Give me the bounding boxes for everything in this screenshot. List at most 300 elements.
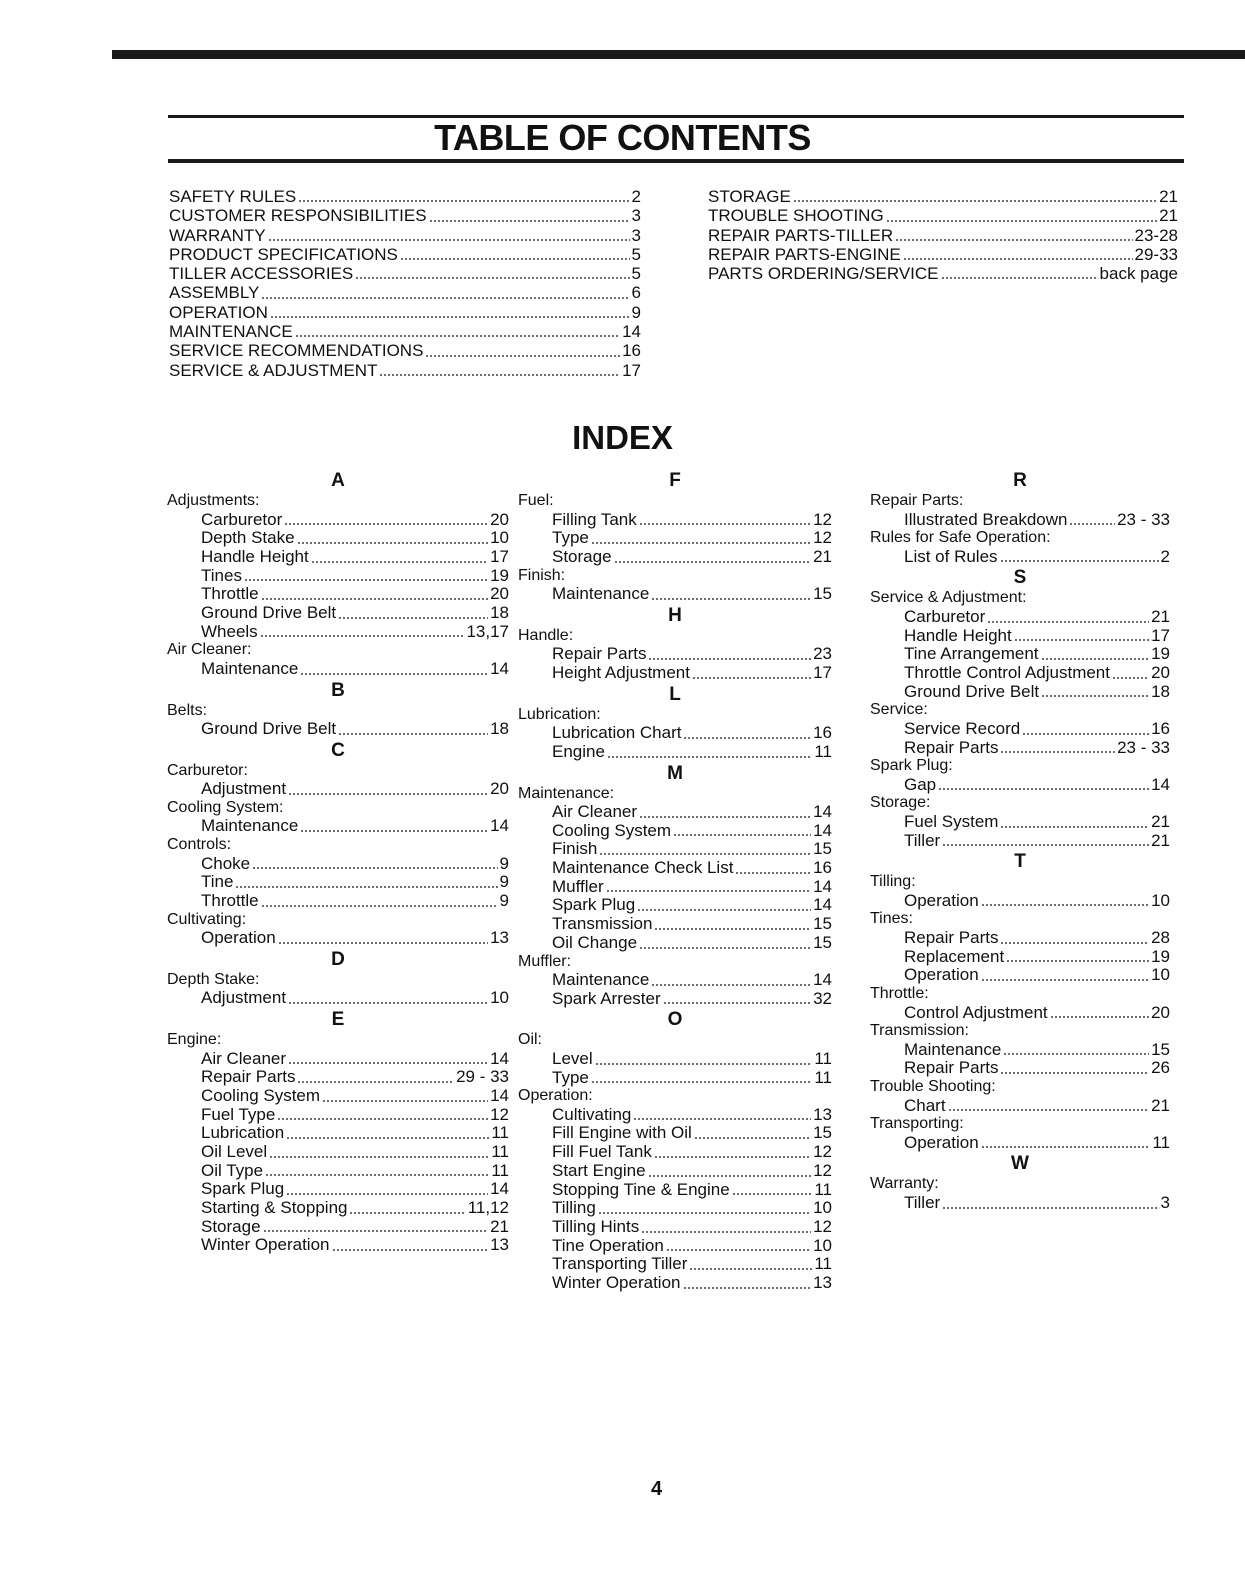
dot-leader xyxy=(1022,733,1149,735)
index-entry xyxy=(167,623,509,642)
index-entry-page: 14 xyxy=(813,802,832,821)
index-entry xyxy=(518,585,832,604)
index-entry xyxy=(518,878,832,897)
index-entry xyxy=(870,1194,1170,1213)
index-entry xyxy=(518,971,832,990)
index-entry-label: Illustrated Breakdown xyxy=(904,509,1068,529)
index-entry-label: Ground Drive Belt xyxy=(904,681,1040,701)
toc-entry xyxy=(169,245,641,264)
index-entry xyxy=(167,1124,509,1143)
dot-leader xyxy=(261,297,629,299)
index-entry-label: Gap xyxy=(904,774,937,794)
index-column-3 xyxy=(870,469,1170,1213)
index-category: Service & Adjustment: xyxy=(870,589,1027,607)
dot-leader xyxy=(614,561,812,563)
index-entry-label: Lubrication Chart xyxy=(552,723,682,743)
index-entry-label: Replacement xyxy=(904,946,1005,966)
index-entry xyxy=(167,1068,509,1087)
dot-leader xyxy=(288,1062,488,1064)
index-entry xyxy=(870,948,1170,967)
dot-leader xyxy=(1069,523,1115,525)
index-entry-label: Repair Parts xyxy=(904,927,999,947)
dot-leader xyxy=(284,523,488,525)
index-entry-label: Maintenance xyxy=(201,658,299,678)
index-category: Depth Stake: xyxy=(167,970,260,988)
toc-entry-label: SERVICE RECOMMENDATIONS xyxy=(169,341,424,361)
index-entry-label: Muffler xyxy=(552,876,604,896)
index-category: Controls: xyxy=(167,836,232,854)
dot-leader xyxy=(263,1230,489,1232)
index-entry xyxy=(518,1069,832,1088)
index-entry-page: 14 xyxy=(813,876,832,896)
index-entry-page: 14 xyxy=(813,970,832,989)
toc-entry xyxy=(169,322,641,341)
index-entry-page: 23 xyxy=(813,644,832,664)
dot-leader xyxy=(987,621,1149,623)
index-entry-label: Carburetor xyxy=(201,509,283,529)
index-entry xyxy=(518,1162,832,1181)
dot-leader xyxy=(349,1212,465,1214)
index-entry-page: 11 xyxy=(814,1179,832,1199)
index-entry-page: 13,17 xyxy=(466,621,509,641)
index-category: Repair Parts: xyxy=(870,492,964,509)
dot-leader xyxy=(1000,826,1149,828)
index-entry-page: 14 xyxy=(813,820,832,840)
index-letter-heading: B xyxy=(331,679,345,701)
dot-leader xyxy=(298,200,629,202)
index-entry-page: 13 xyxy=(813,1272,832,1292)
index-entry-label: Air Cleaner xyxy=(552,802,638,821)
index-entry xyxy=(167,585,509,604)
index-entry-label: Maintenance Check List xyxy=(552,858,734,878)
index-entry-page: 32 xyxy=(813,988,832,1008)
index-letter-heading: W xyxy=(1011,1153,1029,1175)
index-entry-label: Tiller xyxy=(904,830,941,850)
dot-leader xyxy=(261,905,498,907)
index-entry-page: 17 xyxy=(813,662,832,682)
index-category: Spark Plug: xyxy=(870,757,953,775)
dot-leader xyxy=(311,561,488,563)
index-entry-page: 20 xyxy=(490,509,509,529)
index-category: Storage: xyxy=(870,794,931,812)
dot-leader xyxy=(400,258,630,260)
index-letter-heading: R xyxy=(1013,470,1027,491)
toc-entry xyxy=(169,206,641,225)
index-entry-label: Cultivating xyxy=(552,1104,632,1124)
dot-leader xyxy=(1006,960,1149,962)
index-entry xyxy=(870,1097,1170,1116)
dot-leader xyxy=(297,1081,454,1083)
dot-leader xyxy=(591,1081,812,1083)
index-entry-page: 28 xyxy=(1151,927,1170,947)
index-entry xyxy=(518,743,832,762)
dot-leader xyxy=(1050,1016,1149,1018)
index-entry-label: Handle Height xyxy=(201,546,309,566)
index-entry-page: 13 xyxy=(813,1104,832,1124)
index-entry-label: List of Rules xyxy=(904,546,998,566)
index-entry xyxy=(167,892,509,911)
index-entry-page: 10 xyxy=(813,1235,832,1255)
index-entry xyxy=(870,1059,1170,1078)
dot-leader xyxy=(1014,639,1149,641)
index-entry-page: 15 xyxy=(813,932,832,952)
index-entry-page: 20 xyxy=(1151,662,1170,682)
index-entry-label: Engine xyxy=(552,741,605,761)
dot-leader xyxy=(793,200,1157,202)
dot-leader xyxy=(288,793,488,795)
dot-leader xyxy=(322,1100,488,1102)
toc-entry-label: TILLER ACCESSORIES xyxy=(169,264,354,284)
index-category: Lubrication: xyxy=(518,705,601,723)
index-entry xyxy=(518,1124,832,1143)
toc-entry xyxy=(708,245,1178,264)
index-entry-label: Start Engine xyxy=(552,1160,646,1180)
index-entry-label: Tilling Hints xyxy=(552,1216,640,1236)
index-entry xyxy=(518,548,832,567)
dot-leader xyxy=(1000,751,1115,753)
index-category: Engine: xyxy=(167,1031,222,1048)
index-entry xyxy=(167,720,509,739)
index-letter-heading: E xyxy=(331,1009,345,1030)
index-entry-page: 15 xyxy=(1151,1039,1170,1059)
index-entry-label: Choke xyxy=(201,853,251,873)
dot-leader xyxy=(338,733,488,735)
index-entry-page: 9 xyxy=(499,853,509,873)
index-entry-label: Tine Operation xyxy=(552,1235,664,1255)
index-entry-page: 23 - 33 xyxy=(1117,737,1170,757)
dot-leader xyxy=(268,239,630,241)
index-entry-page: 23 - 33 xyxy=(1117,509,1170,529)
dot-leader xyxy=(278,942,488,944)
index-category: Warranty: xyxy=(870,1175,939,1193)
dot-leader xyxy=(332,1249,489,1251)
index-category: Throttle: xyxy=(870,985,929,1002)
index-entry-page: 21 xyxy=(1151,811,1170,831)
toc-entry-label: REPAIR PARTS-TILLER xyxy=(708,225,894,245)
dot-leader xyxy=(683,1287,812,1289)
index-entry-page: 20 xyxy=(490,584,509,604)
index-entry-page: 18 xyxy=(490,602,509,622)
index-entry-page: 11 xyxy=(491,1141,509,1161)
index-entry xyxy=(167,780,509,799)
toc-entry-page: 5 xyxy=(631,264,641,284)
index-entry xyxy=(870,739,1170,758)
toc-entry xyxy=(169,187,641,206)
index-letter-heading: F xyxy=(669,470,681,491)
index-entry-label: Oil Type xyxy=(201,1160,264,1180)
index-entry-label: Repair Parts xyxy=(552,644,647,664)
index-entry-page: 15 xyxy=(813,839,832,859)
index-entry-page: 14 xyxy=(490,658,509,678)
index-entry-label: Repair Parts xyxy=(904,737,999,757)
toc-entry-page: 21 xyxy=(1159,187,1178,206)
toc-entry-page: 3 xyxy=(631,206,641,226)
index-entry-label: Finish xyxy=(552,839,598,859)
index-category: Handle: xyxy=(518,626,574,644)
index-entry xyxy=(518,724,832,743)
index-category: Operation: xyxy=(518,1087,593,1105)
index-entry xyxy=(167,567,509,586)
index-entry-page: 11 xyxy=(814,1067,832,1087)
index-entry xyxy=(870,627,1170,646)
index-category: Tines: xyxy=(870,910,913,928)
index-entry-page: 26 xyxy=(1151,1058,1170,1078)
index-category: Transporting: xyxy=(870,1115,964,1133)
index-entry-label: Fill Engine with Oil xyxy=(552,1123,692,1143)
index-entry-page: 14 xyxy=(490,1048,509,1068)
dot-leader xyxy=(269,1156,489,1158)
dot-leader xyxy=(265,1174,489,1176)
index-entry-label: Operation xyxy=(201,928,276,948)
dot-leader xyxy=(297,542,489,544)
dot-leader xyxy=(1041,658,1150,660)
index-letter-heading: S xyxy=(1013,567,1027,589)
index-entry-label: Maintenance xyxy=(904,1039,1002,1059)
index-letter-heading: L xyxy=(669,683,681,705)
index-entry-label: Cooling System xyxy=(552,820,672,840)
index-entry-page: 15 xyxy=(813,1123,832,1143)
toc-entry xyxy=(708,226,1178,245)
dot-leader xyxy=(941,277,1098,279)
index-entry-page: 3 xyxy=(1160,1192,1170,1212)
index-category: Carburetor: xyxy=(167,761,248,779)
index-entry-label: Maintenance xyxy=(552,584,650,604)
toc-entry-page: back page xyxy=(1099,264,1178,284)
dot-leader xyxy=(948,1109,1150,1111)
index-entry-page: 10 xyxy=(490,988,509,1008)
dot-leader xyxy=(942,1207,1158,1209)
toc-entry-page: 29-33 xyxy=(1134,244,1178,264)
index-entry-label: Throttle xyxy=(201,584,259,604)
index-entry xyxy=(518,1199,832,1218)
index-entry-label: Starting & Stopping xyxy=(201,1198,348,1217)
index-entry-label: Tiller xyxy=(904,1192,941,1212)
index-entry-label: Fuel Type xyxy=(201,1104,276,1124)
index-entry xyxy=(167,548,509,567)
toc-entry-page: 2 xyxy=(631,187,641,206)
index-entry-page: 11,12 xyxy=(467,1198,509,1217)
dot-leader xyxy=(1000,942,1149,944)
index-entry-label: Level xyxy=(552,1048,593,1068)
index-entry xyxy=(870,832,1170,851)
index-entry-page: 18 xyxy=(1151,681,1170,701)
index-entry xyxy=(518,511,832,530)
index-entry-label: Height Adjustment xyxy=(552,662,690,682)
toc-entry-label: WARRANTY xyxy=(169,225,266,245)
index-entry-label: Adjustment xyxy=(201,779,287,799)
index-entry-label: Service Record xyxy=(904,718,1021,738)
index-entry-label: Wheels xyxy=(201,621,258,641)
dot-leader xyxy=(637,909,811,911)
index-entry-page: 12 xyxy=(813,1216,832,1236)
index-entry-page: 12 xyxy=(813,1160,832,1180)
dot-leader xyxy=(595,1063,813,1065)
index-entry-page: 19 xyxy=(1151,644,1170,664)
index-entry-page: 12 xyxy=(813,1142,832,1162)
dot-leader xyxy=(895,239,1132,241)
dot-leader xyxy=(270,316,630,318)
index-entry xyxy=(518,915,832,934)
toc-entry-label: REPAIR PARTS-ENGINE xyxy=(708,244,901,264)
index-entry xyxy=(167,873,509,892)
toc-entry-label: SERVICE & ADJUSTMENT xyxy=(169,360,378,380)
dot-leader xyxy=(1003,1053,1149,1055)
index-entry xyxy=(518,1218,832,1237)
index-entry-label: Operation xyxy=(904,965,979,985)
dot-leader xyxy=(338,617,488,619)
index-entry-page: 19 xyxy=(490,565,509,585)
index-entry xyxy=(870,776,1170,795)
index-entry-label: Depth Stake xyxy=(201,528,295,548)
toc-entry-label: PRODUCT SPECIFICATIONS xyxy=(169,244,398,264)
index-category: Finish: xyxy=(518,566,566,584)
index-entry-page: 10 xyxy=(490,528,509,548)
index-title: INDEX xyxy=(572,419,673,456)
dot-leader xyxy=(252,867,497,869)
index-entry xyxy=(167,604,509,623)
index-entry-page: 10 xyxy=(813,1198,832,1218)
index-entry xyxy=(167,1236,509,1255)
index-entry-label: Filling Tank xyxy=(552,509,637,529)
dot-leader xyxy=(633,1118,811,1120)
index-entry-page: 14 xyxy=(490,1085,509,1105)
dot-leader xyxy=(981,904,1149,906)
index-entry xyxy=(518,1143,832,1162)
index-entry-page: 21 xyxy=(1151,1095,1170,1115)
toc-entry-label: TROUBLE SHOOTING xyxy=(708,206,884,226)
dot-leader xyxy=(286,1137,489,1139)
toc-entry-page: 14 xyxy=(622,322,641,342)
index-entry-page: 13 xyxy=(490,1235,509,1255)
index-entry-page: 9 xyxy=(499,872,509,892)
dot-leader xyxy=(300,673,488,675)
dot-leader xyxy=(607,756,812,758)
toc-entry-page: 3 xyxy=(631,225,641,245)
index-entry-label: Cooling System xyxy=(201,1085,321,1105)
index-entry-page: 21 xyxy=(813,546,832,566)
index-entry-page: 9 xyxy=(499,890,509,910)
index-entry xyxy=(167,529,509,548)
index-entry-label: Spark Plug xyxy=(552,895,636,915)
index-entry-page: 15 xyxy=(813,584,832,604)
dot-leader xyxy=(1000,1072,1149,1074)
toc-entry-page: 9 xyxy=(631,302,641,322)
index-entry-label: Ground Drive Belt xyxy=(201,602,337,622)
index-entry xyxy=(167,855,509,874)
index-entry xyxy=(518,529,832,548)
index-entry-label: Transporting Tiller xyxy=(552,1254,688,1274)
index-category: Cooling System: xyxy=(167,798,284,816)
index-letter-heading: M xyxy=(667,762,683,784)
index-letter-heading: A xyxy=(331,470,345,491)
index-category: Adjustments: xyxy=(167,492,260,509)
dot-leader xyxy=(648,1175,812,1177)
index-entry xyxy=(870,1041,1170,1060)
dot-leader xyxy=(663,1002,811,1004)
toc-entry-page: 16 xyxy=(622,341,641,361)
index-category: Oil: xyxy=(518,1031,542,1049)
index-entry-label: Oil Change xyxy=(552,932,638,952)
page-number: 4 xyxy=(650,1478,663,1500)
index-entry-page: 14 xyxy=(490,1179,509,1199)
index-entry-label: Stopping Tine & Engine xyxy=(552,1179,730,1199)
index-letter-heading: C xyxy=(331,739,345,761)
toc-entry-label: MAINTENANCE xyxy=(169,322,293,342)
index-entry-label: Storage xyxy=(201,1216,261,1236)
toc-left-column xyxy=(169,187,641,380)
index-entry-page: 29 - 33 xyxy=(456,1067,509,1087)
index-category: Transmission: xyxy=(870,1022,969,1040)
index-entry-label: Operation xyxy=(904,1132,979,1152)
index-entry-page: 11 xyxy=(814,741,832,761)
index-entry-page: 16 xyxy=(813,858,832,878)
dot-leader xyxy=(598,1212,811,1214)
index-entry-label: Type xyxy=(552,528,589,548)
index-entry-page: 20 xyxy=(490,779,509,799)
index-entry-label: Tines xyxy=(201,565,242,585)
toc-entry-label: STORAGE xyxy=(708,187,791,206)
dot-leader xyxy=(1041,695,1149,697)
index-entry xyxy=(167,660,509,679)
index-entry-label: Winter Operation xyxy=(552,1272,681,1292)
index-entry-page: 20 xyxy=(1151,1002,1170,1022)
toc-entry xyxy=(169,361,641,380)
index-entry-page: 14 xyxy=(1151,774,1170,794)
index-entry xyxy=(518,645,832,664)
index-entry-page: 12 xyxy=(813,509,832,529)
index-entry-label: Air Cleaner xyxy=(201,1048,287,1068)
dot-leader xyxy=(429,220,630,222)
dot-leader xyxy=(261,598,488,600)
dot-leader xyxy=(1000,560,1159,562)
dot-leader xyxy=(689,1268,812,1270)
dot-leader xyxy=(651,984,811,986)
index-entry-label: Storage xyxy=(552,546,612,566)
index-entry-label: Throttle xyxy=(201,890,259,910)
index-entry xyxy=(870,813,1170,832)
index-entry-page: 11 xyxy=(491,1160,509,1180)
toc-entry xyxy=(169,264,641,283)
dot-leader xyxy=(639,816,811,818)
dot-leader xyxy=(599,853,811,855)
dot-leader xyxy=(425,355,620,357)
index-entry-page: 15 xyxy=(813,914,832,934)
index-entry-page: 21 xyxy=(1151,830,1170,850)
index-entry xyxy=(167,1180,509,1199)
index-letter-heading: D xyxy=(331,948,345,970)
index-entry xyxy=(518,664,832,683)
index-entry-label: Fill Fuel Tank xyxy=(552,1142,652,1162)
dot-leader xyxy=(379,374,620,376)
toc-rule-bottom xyxy=(168,159,1184,163)
toc-entry-label: SAFETY RULES xyxy=(169,187,297,206)
toc-entry-page: 23-28 xyxy=(1134,225,1178,245)
index-entry-label: Lubrication xyxy=(201,1123,285,1143)
dot-leader xyxy=(648,658,811,660)
dot-leader xyxy=(288,1002,488,1004)
dot-leader xyxy=(300,830,488,832)
index-entry-label: Tilling xyxy=(552,1198,596,1218)
index-entry-label: Operation xyxy=(904,890,979,910)
index-entry xyxy=(870,966,1170,985)
dot-leader xyxy=(295,335,620,337)
dot-leader xyxy=(981,979,1149,981)
dot-leader xyxy=(641,1231,811,1233)
index-entry-label: Fuel System xyxy=(904,811,999,831)
index-entry-page: 11 xyxy=(1152,1132,1170,1152)
dot-leader xyxy=(1112,677,1149,679)
index-entry xyxy=(167,1106,509,1125)
